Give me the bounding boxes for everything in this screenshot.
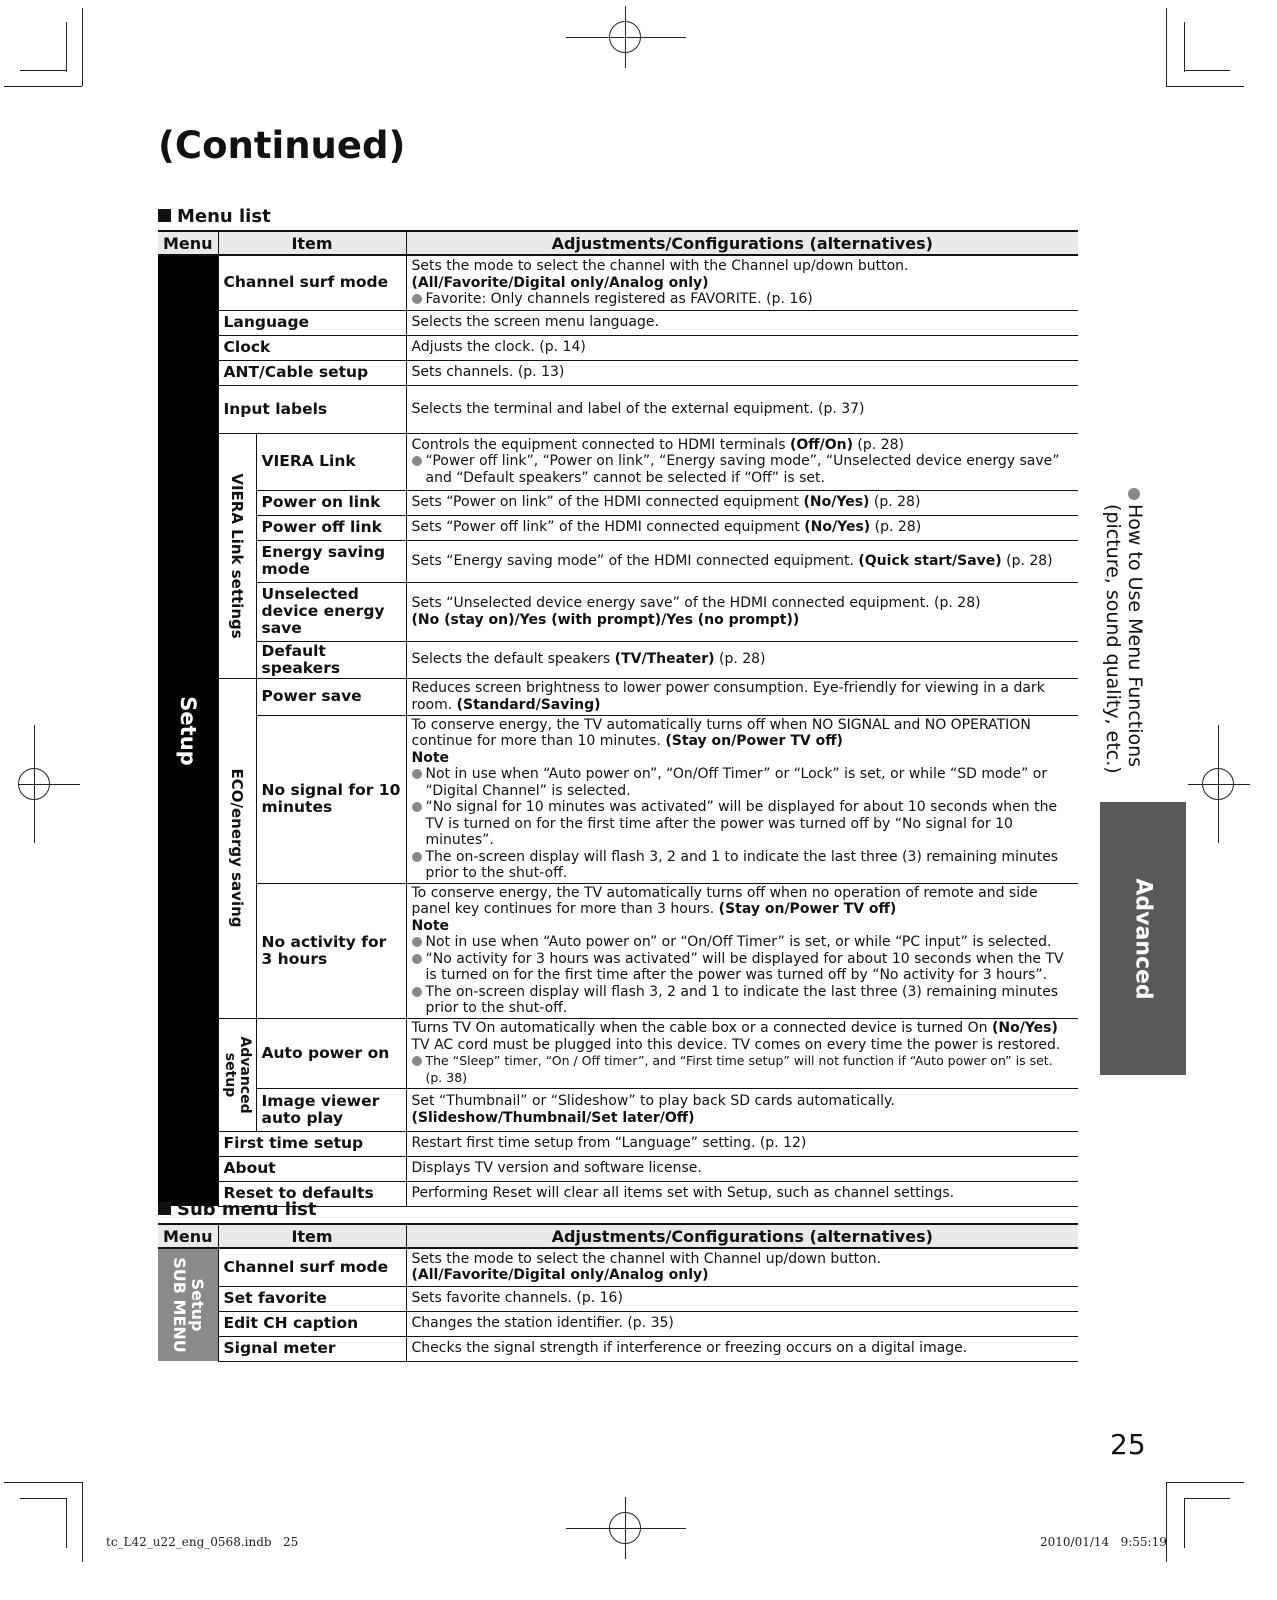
- item-description: Sets “Power on link” of the HDMI connected equipment (No/Yes) (p. 28): [406, 490, 1078, 515]
- item-label: Energy saving mode: [256, 540, 406, 582]
- table-row: [158, 385, 1078, 433]
- item-description: Checks the signal strength if interference or freezing occurs on a digital image.: [406, 1336, 1078, 1361]
- item-description: Selects the screen menu language.: [406, 310, 1078, 335]
- table-row: [158, 1248, 1078, 1286]
- menu-setup-sub-menu-cell: [158, 1248, 218, 1361]
- table-row: [158, 641, 1078, 678]
- table-row: [158, 715, 1078, 883]
- menu-list-header-row: [158, 231, 1078, 255]
- item-description: Sets the mode to select the channel with Channel up/down button. (All/Favorite/Digital only/Analog only): [406, 1248, 1078, 1286]
- item-description: Sets “Power off link” of the HDMI connected equipment (No/Yes) (p. 28): [406, 515, 1078, 540]
- group-eco-energy-saving: [218, 678, 256, 1018]
- item-label: Channel surf mode: [218, 255, 406, 310]
- side-line-2: (picture, sound quality, etc.): [1102, 504, 1124, 774]
- item-description: Set “Thumbnail” or “Slideshow” to play back SD cards automatically. (Slideshow/Thumbnail/Set later/Off): [406, 1088, 1078, 1131]
- item-description: Restart first time setup from “Language” setting. (p. 12): [406, 1131, 1078, 1156]
- bullet-icon: [1128, 488, 1140, 500]
- item-label: Unselected device energy save: [256, 582, 406, 641]
- item-description: Turns TV On automatically when the cable box or a connected device is turned On (No/Yes) TV AC cord must be plugged into this device. TV comes on every time the power is restored. The “Sleep” timer, “On / Off timer”, and “First time setup” will not function if “Auto power on” is set. (p. 38): [406, 1018, 1078, 1088]
- item-description: Changes the station identifier. (p. 35): [406, 1311, 1078, 1336]
- table-row: [158, 582, 1078, 641]
- bullet-icon: [412, 954, 422, 964]
- bullet-icon: [412, 852, 422, 862]
- page-number: 25: [1110, 1428, 1146, 1461]
- bullet-icon: [412, 456, 422, 466]
- table-row: [158, 255, 1078, 310]
- item-description: Controls the equipment connected to HDMI terminals (Off/On) (p. 28) “Power off link”, “Power on link”, “Energy saving mode”, “Unselected device energy save” and “Default speakers” cannot be selected if “Off” is set.: [406, 433, 1078, 490]
- item-label: No activity for 3 hours: [256, 883, 406, 1018]
- bullet-icon: [412, 937, 422, 947]
- item-description: Sets “Energy saving mode” of the HDMI connected equipment. (Quick start/Save) (p. 28): [406, 540, 1078, 582]
- header-menu: Menu: [158, 231, 218, 255]
- item-description: Reduces screen brightness to lower power consumption. Eye-friendly for viewing in a dark room. (Standard/Saving): [406, 678, 1078, 715]
- menu-setup-cell: [158, 255, 218, 1206]
- bullet-icon: [412, 1056, 422, 1066]
- item-label: Reset to defaults: [218, 1181, 406, 1206]
- item-description: Performing Reset will clear all items set with Setup, such as channel settings.: [406, 1181, 1078, 1206]
- item-label: Default speakers: [256, 641, 406, 678]
- footer-date: 2010/01/14 9:55:19: [1040, 1535, 1167, 1549]
- header-menu: Menu: [158, 1224, 218, 1248]
- item-label: First time setup: [218, 1131, 406, 1156]
- menu-setup-label: Setup: [175, 696, 200, 766]
- item-label: Input labels: [218, 385, 406, 433]
- table-row: [158, 1088, 1078, 1131]
- table-row: [158, 1156, 1078, 1181]
- item-label: Channel surf mode: [218, 1248, 406, 1286]
- table-row: [158, 515, 1078, 540]
- item-description: Sets the mode to select the channel with the Channel up/down button. (All/Favorite/Digital only/Analog only) Favorite: Only channels registered as FAVORITE. (p. 16): [406, 255, 1078, 310]
- item-label: Language: [218, 310, 406, 335]
- footer-file: tc_L42_u22_eng_0568.indb 25: [106, 1535, 299, 1549]
- header-adjustments: Adjustments/Configurations (alternatives): [406, 231, 1078, 255]
- table-row: [158, 1131, 1078, 1156]
- group-label: Advanced setup: [222, 1035, 253, 1114]
- bullet-icon: [412, 769, 422, 779]
- table-row: [158, 433, 1078, 490]
- item-label: Image viewer auto play: [256, 1088, 406, 1131]
- menu-setup-sub-menu-label: Setup SUB MENU: [169, 1257, 207, 1353]
- sub-menu-list-table: [158, 1223, 1078, 1362]
- item-label: Power off link: [256, 515, 406, 540]
- table-row: [158, 540, 1078, 582]
- item-description: Sets “Unselected device energy save” of the HDMI connected equipment. (p. 28) (No (stay on)/Yes (with prompt)/Yes (no prompt)): [406, 582, 1078, 641]
- bullet-icon: [412, 294, 422, 304]
- table-row: [158, 360, 1078, 385]
- item-description: Sets channels. (p. 13): [406, 360, 1078, 385]
- table-row: [158, 490, 1078, 515]
- item-label: VIERA Link: [256, 433, 406, 490]
- item-label: Set favorite: [218, 1286, 406, 1311]
- header-adjustments: Adjustments/Configurations (alternatives): [406, 1224, 1078, 1248]
- item-description: To conserve energy, the TV automatically turns off when NO SIGNAL and NO OPERATION continue for more than 10 minutes. (Stay on/Power TV off) Note Not in use when “Auto power on”, “On/Off Timer” or “Lock” is set, or while “SD mode” or “Digital Channel” is selected. “No signal for 10 minutes was activated” will be displayed for about 10 seconds when the TV is turned on for the first time after the power was turned off by “No signal for 10 minutes”. The on-screen display will flash 3, 2 and 1 to indicate the last three (3) remaining minutes prior to the shut-off.: [406, 715, 1078, 883]
- item-label: About: [218, 1156, 406, 1181]
- item-description: Displays TV version and software license.: [406, 1156, 1078, 1181]
- item-description: Selects the terminal and label of the external equipment. (p. 37): [406, 385, 1078, 433]
- page-title: (Continued): [158, 124, 406, 167]
- table-row: [158, 1286, 1078, 1311]
- item-label: No signal for 10 minutes: [256, 715, 406, 883]
- menu-list-table: [158, 230, 1078, 1207]
- sub-menu-header-row: [158, 1224, 1078, 1248]
- item-description: Selects the default speakers (TV/Theater) (p. 28): [406, 641, 1078, 678]
- square-bullet-icon: [158, 1202, 171, 1215]
- item-label: Auto power on: [256, 1018, 406, 1088]
- item-description: Sets favorite channels. (p. 16): [406, 1286, 1078, 1311]
- table-row: [158, 1336, 1078, 1361]
- bullet-icon: [412, 987, 422, 997]
- item-description: Adjusts the clock. (p. 14): [406, 335, 1078, 360]
- group-label: VIERA Link settings: [228, 472, 246, 639]
- group-viera-link-settings: [218, 433, 256, 678]
- side-line-1: How to Use Menu Functions: [1124, 504, 1146, 768]
- bullet-icon: [412, 802, 422, 812]
- item-label: Power on link: [256, 490, 406, 515]
- side-section-label: [1102, 488, 1146, 798]
- group-advanced-setup: [218, 1018, 256, 1131]
- header-item: Item: [218, 231, 406, 255]
- table-row: [158, 310, 1078, 335]
- sub-menu-list-heading: Sub menu list: [158, 1199, 316, 1220]
- advanced-tab-label: Advanced: [1130, 877, 1156, 1000]
- item-label: Edit CH caption: [218, 1311, 406, 1336]
- group-label: ECO/energy saving: [228, 768, 246, 928]
- table-row: [158, 1311, 1078, 1336]
- table-row: [158, 883, 1078, 1018]
- item-description: To conserve energy, the TV automatically turns off when no operation of remote and side panel key continues for more than 3 hours. (Stay on/Power TV off) Note Not in use when “Auto power on” or “On/Off Timer” is set, or while “PC input” is selected. “No activity for 3 hours was activated” will be displayed for about 10 seconds when the TV is turned on for the first time after the power was turned off by “No activity for 3 hours”. The on-screen display will flash 3, 2 and 1 to indicate the last three (3) remaining minutes prior to the shut-off.: [406, 883, 1078, 1018]
- item-label: Power save: [256, 678, 406, 715]
- item-label: ANT/Cable setup: [218, 360, 406, 385]
- table-row: [158, 678, 1078, 715]
- table-row: [158, 335, 1078, 360]
- item-label: Signal meter: [218, 1336, 406, 1361]
- table-row: [158, 1018, 1078, 1088]
- item-label: Clock: [218, 335, 406, 360]
- square-bullet-icon: [158, 209, 171, 222]
- menu-list-heading: Menu list: [158, 206, 271, 227]
- advanced-tab: [1100, 802, 1186, 1075]
- header-item: Item: [218, 1224, 406, 1248]
